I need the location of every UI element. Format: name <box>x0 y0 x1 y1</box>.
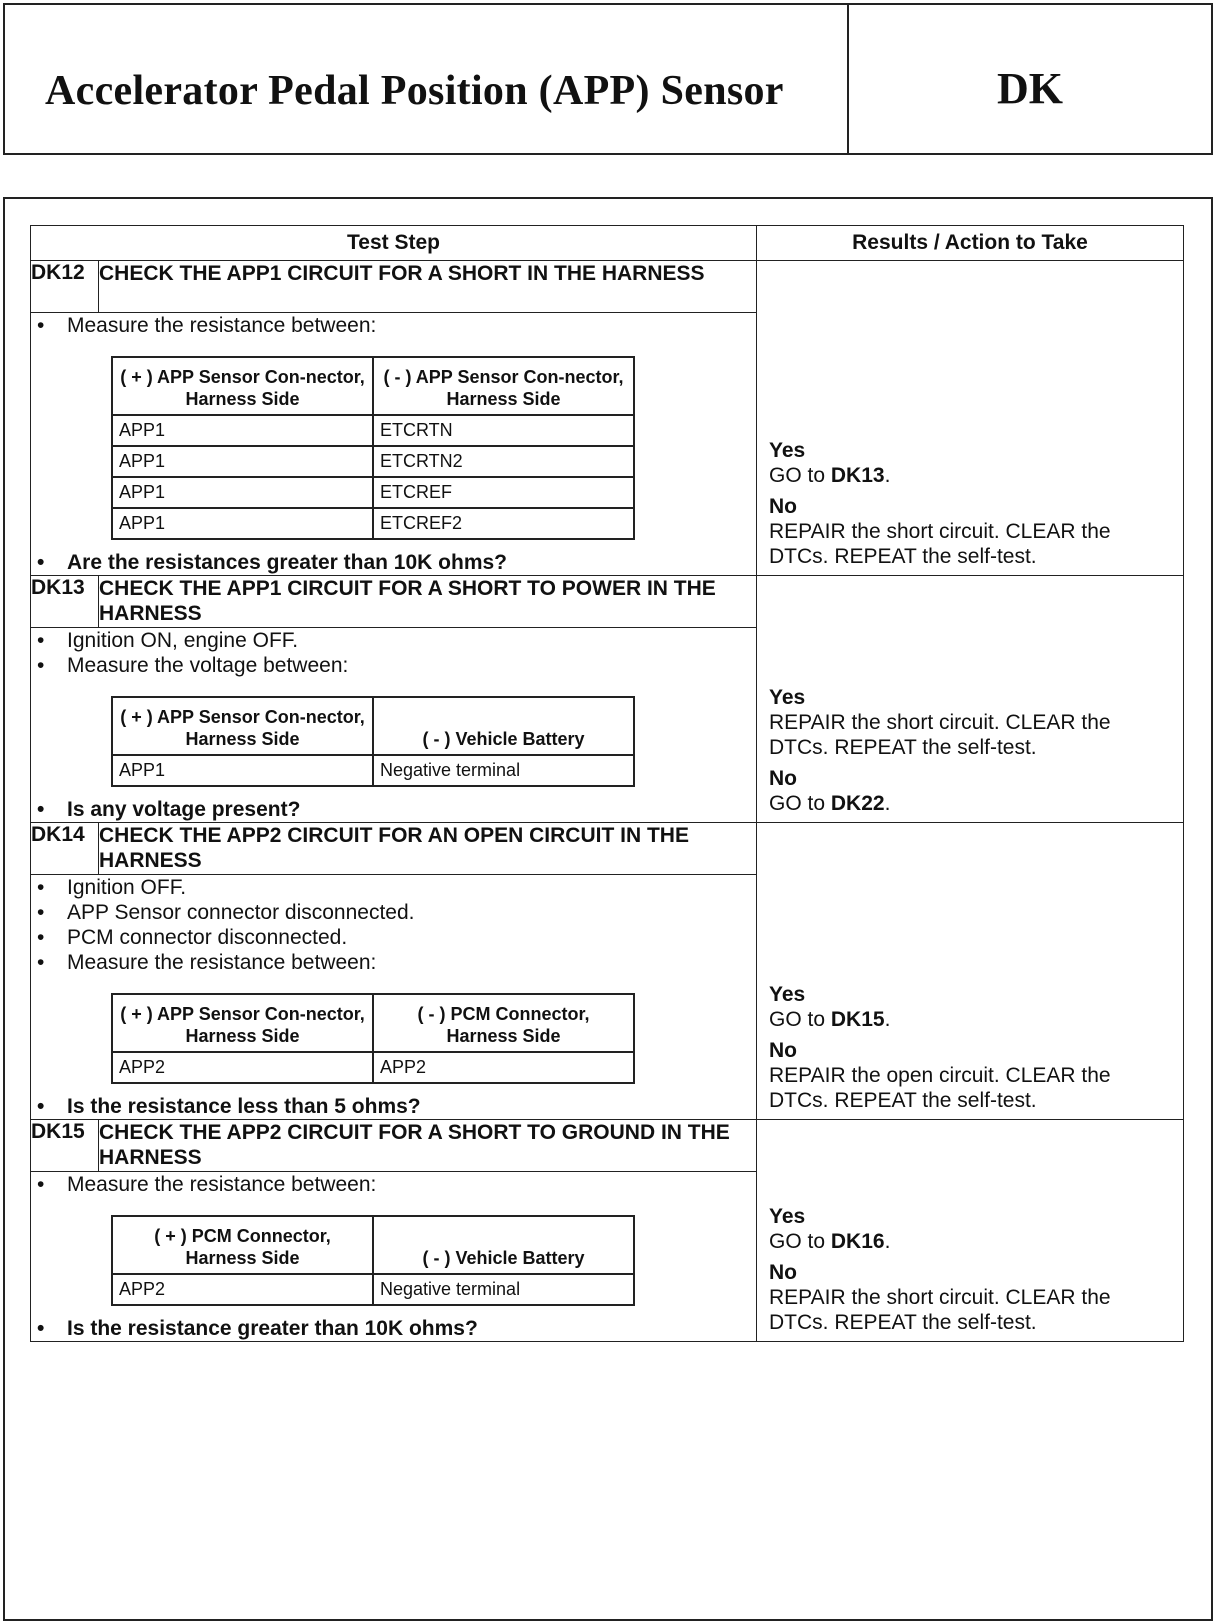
measurement-table <box>111 356 635 540</box>
sub-cell: APP1 <box>112 477 373 508</box>
step-question: • Is any voltage present? <box>31 797 756 822</box>
sub-cell: ETCREF2 <box>373 508 634 539</box>
sub-cell: APP1 <box>112 508 373 539</box>
bullet: • APP Sensor connector disconnected. <box>31 900 756 925</box>
sub-header: ( + ) APP Sensor Con-nector, Harness Side <box>112 994 373 1052</box>
yes-action: REPAIR the short circuit. CLEAR the DTCs. REPEAT the self-test. <box>769 711 1111 759</box>
step-results <box>757 576 1184 823</box>
yes-action: GO to DK16. <box>769 1230 891 1253</box>
measurement-table <box>111 696 635 787</box>
yes-action: GO to DK15. <box>769 1008 891 1031</box>
sub-header: ( - ) PCM Connector, Harness Side <box>373 994 634 1052</box>
sub-cell: APP1 <box>112 755 373 786</box>
no-action: REPAIR the short circuit. CLEAR the DTCs. REPEAT the self-test. <box>769 520 1111 568</box>
step-id: DK14 <box>31 823 99 875</box>
no-action: REPAIR the open circuit. CLEAR the DTCs. REPEAT the self-test. <box>769 1064 1111 1112</box>
sub-cell: ETCRTN2 <box>373 446 634 477</box>
yes-label: Yes <box>769 686 806 709</box>
step-title: CHECK THE APP1 CIRCUIT FOR A SHORT TO POWER IN THE HARNESS <box>99 576 757 628</box>
measurement-table <box>111 1215 635 1306</box>
yes-label: Yes <box>769 439 806 462</box>
step-question: • Are the resistances greater than 10K ohms? <box>31 550 756 575</box>
sub-header: ( + ) APP Sensor Con-nector, Harness Side <box>112 357 373 415</box>
no-label: No <box>769 1261 797 1284</box>
step-body <box>31 313 757 576</box>
sub-header: ( - ) Vehicle Battery <box>373 1216 634 1274</box>
step-ref: DK13 <box>830 464 885 487</box>
step-results <box>757 261 1184 576</box>
bullet: • Measure the resistance between: <box>31 1172 756 1197</box>
step-question: • Is the resistance less than 5 ohms? <box>31 1094 756 1119</box>
page-title: Accelerator Pedal Position (APP) Sensor <box>45 68 784 114</box>
step-title: CHECK THE APP2 CIRCUIT FOR A SHORT TO GROUND IN THE HARNESS <box>99 1120 757 1172</box>
step-title: CHECK THE APP1 CIRCUIT FOR A SHORT IN THE HARNESS <box>99 261 757 313</box>
bullet: • Measure the voltage between: <box>31 653 756 678</box>
sub-cell: APP2 <box>112 1274 373 1305</box>
no-action: GO to DK22. <box>769 792 891 815</box>
step-title: CHECK THE APP2 CIRCUIT FOR AN OPEN CIRCUIT IN THE HARNESS <box>99 823 757 875</box>
bullet: • Measure the resistance between: <box>31 950 756 975</box>
step-id: DK15 <box>31 1120 99 1172</box>
no-action: REPAIR the short circuit. CLEAR the DTCs. REPEAT the self-test. <box>769 1286 1111 1334</box>
sub-cell: APP1 <box>112 446 373 477</box>
bullet: • Ignition OFF. <box>31 875 756 900</box>
yes-label: Yes <box>769 983 806 1006</box>
step-ref: DK22 <box>830 792 885 815</box>
sub-header: ( - ) APP Sensor Con-nector, Harness Side <box>373 357 634 415</box>
step-id: DK12 <box>31 261 99 313</box>
step-title-row <box>31 576 1184 628</box>
step-body <box>31 1172 757 1342</box>
sub-cell: Negative terminal <box>373 1274 634 1305</box>
bullet: • Ignition ON, engine OFF. <box>31 628 756 653</box>
step-results <box>757 1120 1184 1342</box>
sub-header: ( + ) APP Sensor Con-nector, Harness Side <box>112 697 373 755</box>
sub-cell: Negative terminal <box>373 755 634 786</box>
step-ref: DK16 <box>830 1230 885 1253</box>
bullet: • Measure the resistance between: <box>31 313 756 338</box>
sub-cell: APP2 <box>112 1052 373 1083</box>
col-header-test-step: Test Step <box>31 226 757 261</box>
step-title-row <box>31 1120 1184 1172</box>
sub-header: ( - ) Vehicle Battery <box>373 697 634 755</box>
test-step-table <box>30 225 1184 1342</box>
step-body <box>31 628 757 823</box>
col-header-results: Results / Action to Take <box>757 226 1184 261</box>
section-code: DK <box>997 64 1063 113</box>
step-body <box>31 875 757 1120</box>
sub-cell: ETCREF <box>373 477 634 508</box>
page-header <box>3 3 1213 155</box>
step-question: • Is the resistance greater than 10K ohms? <box>31 1316 756 1341</box>
yes-label: Yes <box>769 1205 806 1228</box>
no-label: No <box>769 495 797 518</box>
measurement-table <box>111 993 635 1084</box>
step-ref: DK15 <box>830 1008 885 1031</box>
bullet: • PCM connector disconnected. <box>31 925 756 950</box>
sub-cell: APP2 <box>373 1052 634 1083</box>
sub-cell: APP1 <box>112 415 373 446</box>
sub-header: ( + ) PCM Connector, Harness Side <box>112 1216 373 1274</box>
step-title-row <box>31 823 1184 875</box>
sub-cell: ETCRTN <box>373 415 634 446</box>
step-title-row <box>31 261 1184 313</box>
step-results <box>757 823 1184 1120</box>
yes-action: GO to DK13. <box>769 464 891 487</box>
step-id: DK13 <box>31 576 99 628</box>
no-label: No <box>769 767 797 790</box>
no-label: No <box>769 1039 797 1062</box>
